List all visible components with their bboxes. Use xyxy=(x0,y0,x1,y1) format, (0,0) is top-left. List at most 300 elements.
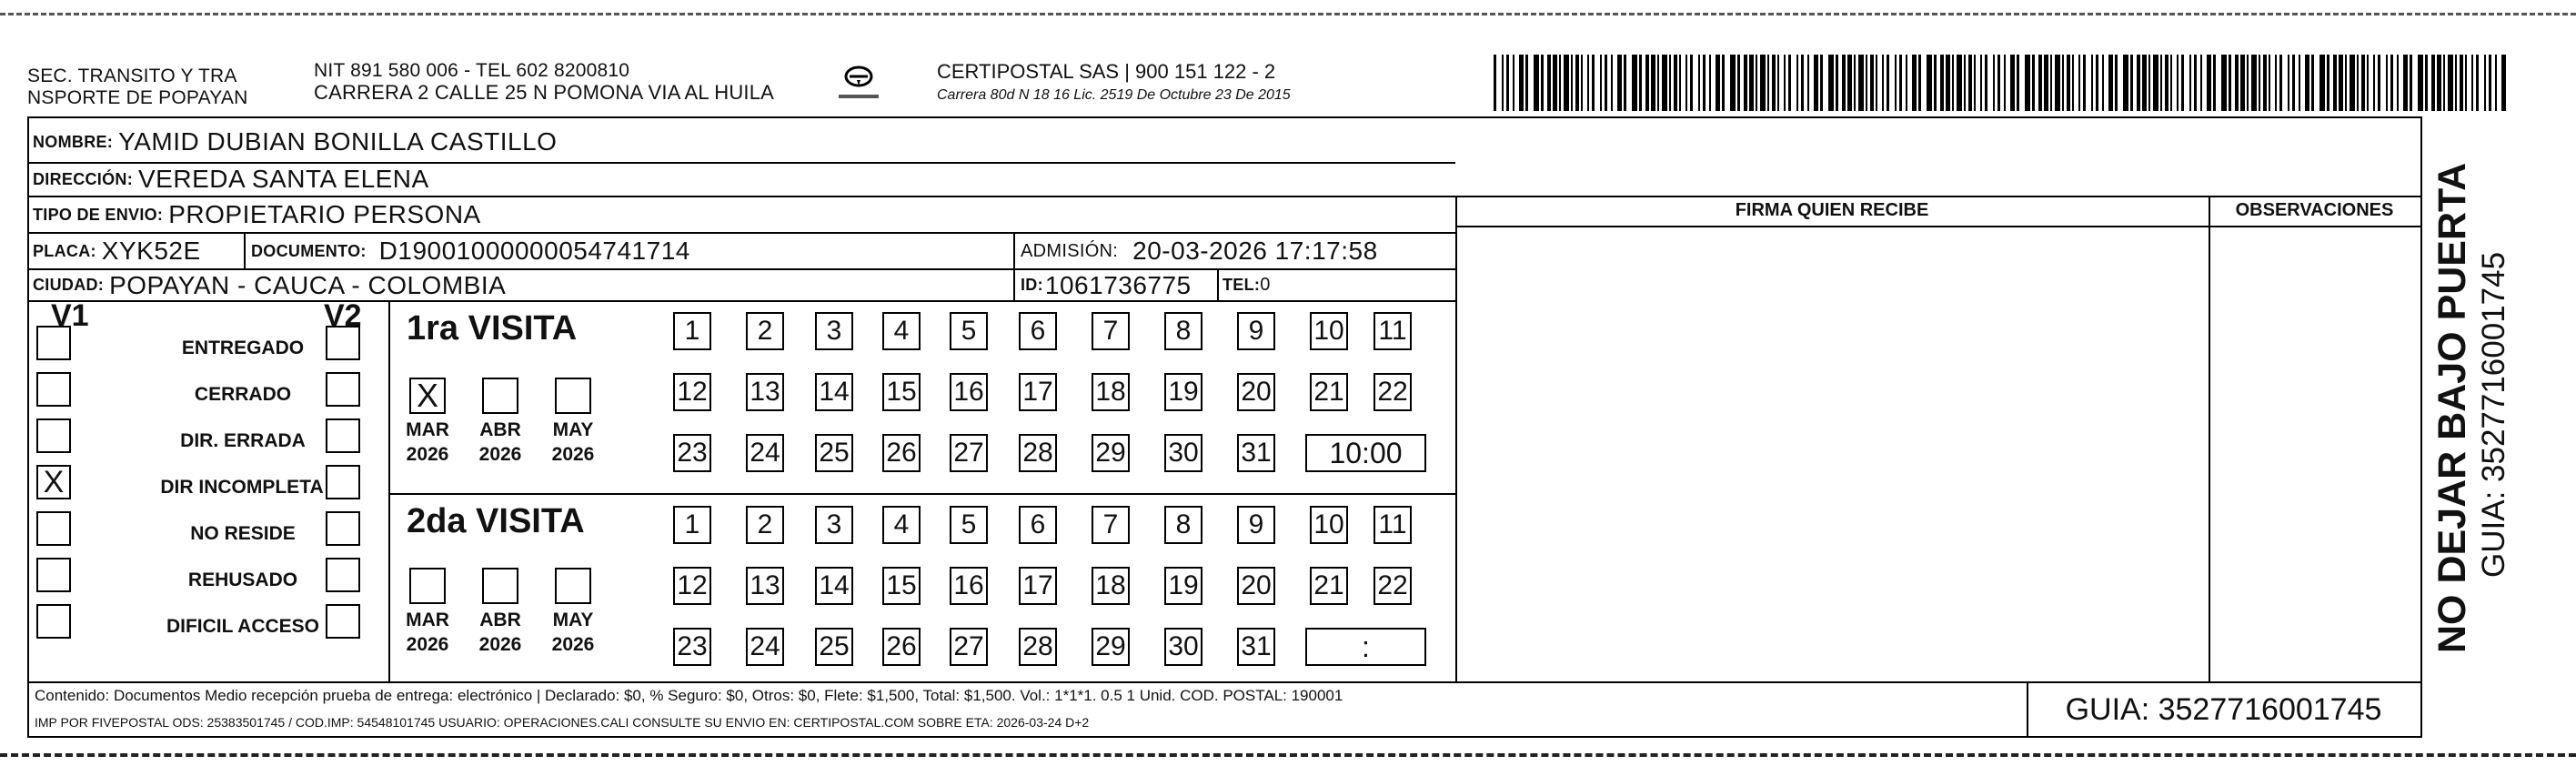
month-name: MAR xyxy=(406,610,449,630)
month-name: MAR xyxy=(406,419,449,440)
barcode-bar xyxy=(1502,55,1504,111)
day-box: 23 xyxy=(673,628,711,666)
month-name: MAY xyxy=(552,610,594,630)
barcode-bar xyxy=(1946,55,1950,111)
day-box: 22 xyxy=(1374,373,1412,411)
barcode-bar xyxy=(2361,55,2365,111)
barcode-bar xyxy=(2083,55,2086,111)
day-box: 15 xyxy=(882,373,921,411)
status-reason-label: CERRADO xyxy=(194,384,292,405)
barcode-bar xyxy=(1592,55,1595,111)
day-box: 25 xyxy=(815,434,853,472)
day-box: 24 xyxy=(746,434,784,472)
barcode-bar xyxy=(2025,55,2030,111)
barcode-bar xyxy=(1887,55,1889,111)
barcode-bar xyxy=(1968,55,1972,111)
field-direccion xyxy=(33,162,429,197)
day-box: 23 xyxy=(673,434,711,472)
barcode-bar xyxy=(2455,55,2457,111)
barcode-bar xyxy=(1749,55,1754,111)
side-warning: NO DEJAR BAJO PUERTA xyxy=(2430,162,2474,653)
barcode-bar xyxy=(2367,55,2369,111)
barcode-bar xyxy=(1957,55,1962,111)
barcode-bar xyxy=(1559,55,1561,111)
barcode-bar xyxy=(1952,55,1954,111)
barcode-bar xyxy=(1847,55,1852,111)
barcode-bar xyxy=(2235,55,2239,111)
barcode-bar xyxy=(1828,55,1834,111)
status-reason-label: DIR. ERRADA xyxy=(180,430,306,451)
barcode-bar xyxy=(1906,55,1907,111)
barcode-bar xyxy=(2305,55,2309,111)
month-name: ABR xyxy=(479,610,521,630)
day-box: 3 xyxy=(815,506,853,544)
barcode-bar xyxy=(1767,55,1769,111)
day-box: 16 xyxy=(950,567,988,605)
barcode-bar xyxy=(2010,55,2015,111)
barcode-bar xyxy=(2465,55,2467,111)
tipo-label: TIPO DE ENVIO: xyxy=(33,205,164,224)
day-box: 19 xyxy=(1164,373,1202,411)
v1-checkbox xyxy=(36,372,71,407)
day-box: 8 xyxy=(1164,506,1202,544)
placa-label: PLACA: xyxy=(33,241,96,260)
barcode-bar xyxy=(1980,55,1982,111)
status-reason-label: DIFICIL ACCESO xyxy=(166,616,319,637)
month-label xyxy=(396,418,459,467)
barcode-bar xyxy=(2181,55,2184,111)
barcode-bar xyxy=(2397,55,2399,111)
v1-checkbox xyxy=(36,511,71,546)
visit-time-box: : xyxy=(1305,628,1426,666)
month-year: 2026 xyxy=(478,444,522,465)
field-tel xyxy=(1223,269,1276,301)
day-box: 2 xyxy=(746,506,784,544)
day-box: 4 xyxy=(882,312,921,350)
barcode-bar xyxy=(2275,55,2277,111)
day-box: 9 xyxy=(1237,312,1275,350)
barcode-bar xyxy=(2142,55,2147,111)
barcode-bar xyxy=(1709,55,1711,111)
nombre-label: NOMBRE: xyxy=(33,132,114,151)
barcode-bar xyxy=(2333,55,2337,111)
barcode-bar xyxy=(1662,55,1667,111)
day-box: 26 xyxy=(882,434,921,472)
barcode-bar xyxy=(1605,55,1607,111)
footer-print-info: IMP POR FIVEPOSTAL ODS: 25383501745 / COD.IMP: 54548101745 USUARIO: OPERACIONES.CALI CONSULTE SU ENVIO EN: CERTIPOSTAL.COM SOBRE ETA: 2026-03-24 D+2 xyxy=(35,715,1090,730)
barcode-bar xyxy=(1669,55,1671,111)
barcode-bar xyxy=(1737,55,1740,111)
day-box: 29 xyxy=(1092,434,1130,472)
barcode-bar xyxy=(1575,55,1579,111)
day-box: 17 xyxy=(1019,567,1057,605)
barcode-bar xyxy=(2189,55,2191,111)
side-guia: GUIA: 3527716001745 xyxy=(2476,251,2511,578)
barcode-bar xyxy=(1918,55,1921,111)
day-box: 11 xyxy=(1374,506,1412,544)
day-box: 13 xyxy=(746,373,784,411)
barcode-bar xyxy=(2229,55,2231,111)
month-label xyxy=(396,608,459,657)
cut-line-top xyxy=(0,13,2576,15)
sender-details xyxy=(314,60,774,104)
day-box: 30 xyxy=(1164,628,1202,666)
barcode-bar xyxy=(1553,55,1557,111)
barcode-bar xyxy=(1690,55,1693,111)
day-box: 2 xyxy=(746,312,784,350)
day-box: 21 xyxy=(1310,373,1348,411)
barcode-bar xyxy=(1927,55,1932,111)
barcode-bar xyxy=(2153,55,2158,111)
barcode-bar xyxy=(1657,55,1659,111)
day-box: 11 xyxy=(1374,312,1412,350)
barcode-bar xyxy=(2194,55,2197,111)
barcode-bar xyxy=(1632,55,1637,111)
barcode-bar xyxy=(2386,55,2388,111)
status-reason-label: DIR INCOMPLETA xyxy=(160,477,324,498)
barcode-bar xyxy=(1854,55,1856,111)
barcode-bar xyxy=(1784,55,1786,111)
barcode-bar xyxy=(1801,55,1804,111)
month-year: 2026 xyxy=(406,444,449,465)
barcode-bar xyxy=(1564,55,1569,111)
day-box: 6 xyxy=(1019,312,1057,350)
day-box: 20 xyxy=(1237,373,1275,411)
day-box: 25 xyxy=(815,628,853,666)
v2-checkbox xyxy=(326,604,360,639)
barcode-bar xyxy=(1534,55,1539,111)
barcode-bar xyxy=(1772,55,1776,111)
barcode-bar xyxy=(1882,55,1884,111)
day-box: 8 xyxy=(1164,312,1202,350)
barcode-bar xyxy=(2062,55,2064,111)
barcode-bar xyxy=(2357,55,2359,111)
barcode-bar xyxy=(1756,55,1757,111)
tipo-value: PROPIETARIO PERSONA xyxy=(168,200,481,228)
barcode-bar xyxy=(1974,55,1976,111)
field-tipo-envio xyxy=(33,197,481,233)
footer-contents: Contenido: Documentos Medio recepción prueba de entrega: electrónico | Declarado: $0, % Seguro: $0, Otros: $0, Flete: $1,500, Total: $1,500. Vol.: 1*1*1. 0.5 1 Unid. COD. POSTAL: 190001 xyxy=(35,687,1343,704)
v2-checkbox xyxy=(326,326,360,360)
firma-header: FIRMA QUIEN RECIBE xyxy=(1735,200,1929,220)
delivery-form xyxy=(27,116,2422,738)
day-box: 12 xyxy=(673,567,711,605)
barcode-bar xyxy=(1870,55,1874,111)
day-box: 31 xyxy=(1237,628,1275,666)
barcode-bar xyxy=(2269,55,2270,111)
barcode-bar xyxy=(2279,55,2282,111)
v1-header: V1 xyxy=(51,298,89,333)
barcode-bar xyxy=(1611,55,1613,111)
day-box: 31 xyxy=(1237,434,1275,472)
month-label xyxy=(468,418,532,467)
barcode-bar xyxy=(2292,55,2295,111)
courier-name: CERTIPOSTAL SAS | 900 151 122 - 2 xyxy=(937,60,1276,83)
field-admision xyxy=(1021,233,1378,269)
status-reason-label: REHUSADO xyxy=(187,569,298,590)
v2-checkbox xyxy=(326,511,360,546)
courier-logo xyxy=(835,62,882,109)
barcode-bar xyxy=(1899,55,1902,111)
barcode-bar xyxy=(1858,55,1864,111)
day-box: 18 xyxy=(1092,373,1130,411)
month-name: MAY xyxy=(552,419,594,440)
barcode-bar xyxy=(2390,55,2393,111)
barcode-bar xyxy=(1600,55,1602,111)
barcode-bar xyxy=(1685,55,1687,111)
day-box: 1 xyxy=(673,312,711,350)
month-label xyxy=(468,608,532,657)
barcode-bar xyxy=(1895,55,1897,111)
month-checkbox xyxy=(555,378,591,414)
cut-line-bottom xyxy=(0,753,2576,757)
barcode-bar xyxy=(1814,55,1818,111)
barcode-bar xyxy=(1777,55,1779,111)
barcode-bar xyxy=(2137,55,2140,111)
tel-label: TEL: xyxy=(1223,276,1261,294)
documento-label: DOCUMENTO: xyxy=(251,241,367,260)
month-checkbox xyxy=(482,568,518,604)
month-year: 2026 xyxy=(478,634,522,655)
barcode-bar xyxy=(2251,55,2257,111)
day-box: 29 xyxy=(1092,628,1130,666)
field-ciudad xyxy=(33,269,506,301)
barcode-bar xyxy=(2403,55,2408,111)
day-box: 30 xyxy=(1164,434,1202,472)
day-box: 10 xyxy=(1310,312,1348,350)
barcode-bar xyxy=(2108,55,2113,111)
barcode-bar xyxy=(1541,55,1544,111)
field-nombre xyxy=(33,124,557,160)
barcode-bar xyxy=(2448,55,2453,111)
day-box: 3 xyxy=(815,312,853,350)
barcode-bar xyxy=(2476,55,2479,111)
placa-value: XYK52E xyxy=(101,237,201,265)
barcode-bar xyxy=(1836,55,1838,111)
barcode-bar xyxy=(2247,55,2249,111)
month-checkbox xyxy=(409,568,446,604)
barcode-bar xyxy=(1912,55,1917,111)
barcode-bar xyxy=(2050,55,2052,111)
visit1-title: 1ra VISITA xyxy=(407,309,578,348)
ciudad-label: CIUDAD: xyxy=(33,276,105,294)
barcode-bar xyxy=(2044,55,2048,111)
barcode-bar xyxy=(1985,55,1987,111)
barcode-bar xyxy=(1624,55,1626,111)
barcode-bar xyxy=(1506,55,1509,111)
status-reason-label: NO RESIDE xyxy=(190,523,296,544)
day-box: 24 xyxy=(746,628,784,666)
day-box: 4 xyxy=(882,506,921,544)
barcode-bar xyxy=(2471,55,2473,111)
id-value: 1061736775 xyxy=(1044,270,1192,299)
barcode-bar xyxy=(1722,55,1725,111)
barcode-bar xyxy=(1494,55,1496,111)
barcode-bar xyxy=(2327,55,2329,111)
day-box: 28 xyxy=(1019,434,1057,472)
barcode-bar xyxy=(1997,55,2000,111)
barcode-bar xyxy=(1934,55,1937,111)
barcode-bar xyxy=(2443,55,2445,111)
barcode-bar xyxy=(1587,55,1589,111)
status-reason-label: ENTREGADO xyxy=(181,338,305,358)
month-checkbox: X xyxy=(409,378,446,414)
field-id xyxy=(1021,269,1192,301)
barcode-bar xyxy=(2495,55,2497,111)
barcode-bar xyxy=(1698,55,1700,111)
day-box: 14 xyxy=(815,373,853,411)
barcode-bar xyxy=(1866,55,1867,111)
barcode-bar xyxy=(2032,55,2035,111)
month-checkbox xyxy=(482,378,518,414)
barcode-bar xyxy=(1581,55,1583,111)
day-box: 26 xyxy=(882,628,921,666)
barcode-bar xyxy=(1645,55,1649,111)
barcode-bar xyxy=(2078,55,2080,111)
barcode-bar xyxy=(1679,55,1681,111)
day-box: 6 xyxy=(1019,506,1057,544)
barcode xyxy=(1494,55,2508,111)
month-year: 2026 xyxy=(551,634,595,655)
courier-info xyxy=(937,60,1291,104)
barcode-bar xyxy=(2410,55,2412,111)
barcode-bar xyxy=(1796,55,1798,111)
v2-checkbox xyxy=(326,558,360,592)
month-year: 2026 xyxy=(406,634,449,655)
barcode-bar xyxy=(2437,55,2441,111)
barcode-bar xyxy=(2319,55,2325,111)
barcode-bar xyxy=(2373,55,2375,111)
barcode-bar xyxy=(2102,55,2104,111)
v1-checkbox xyxy=(36,418,71,453)
barcode-bar xyxy=(2148,55,2150,111)
v2-checkbox xyxy=(326,465,360,499)
nombre-value: YAMID DUBIAN BONILLA CASTILLO xyxy=(118,127,558,156)
barcode-bar xyxy=(2484,55,2486,111)
barcode-bar xyxy=(2170,55,2172,111)
v1-checkbox xyxy=(36,558,71,592)
month-year: 2026 xyxy=(551,444,595,465)
barcode-bar xyxy=(2240,55,2245,111)
day-box: 7 xyxy=(1092,312,1130,350)
barcode-bar xyxy=(1842,55,1846,111)
sender-address: CARRERA 2 CALLE 25 N POMONA VIA AL HUILA xyxy=(314,81,775,104)
barcode-bar xyxy=(2339,55,2343,111)
barcode-bar xyxy=(2345,55,2347,111)
barcode-bar xyxy=(2213,55,2216,111)
documento-value: D19001000000054741714 xyxy=(378,237,690,265)
v2-checkbox xyxy=(326,418,360,453)
barcode-bar xyxy=(1651,55,1655,111)
barcode-bar xyxy=(2091,55,2093,111)
barcode-bar xyxy=(1716,55,1720,111)
barcode-bar xyxy=(1744,55,1747,111)
day-box: 22 xyxy=(1374,567,1412,605)
barcode-bar xyxy=(2072,55,2074,111)
day-box: 20 xyxy=(1237,567,1275,605)
day-box: 17 xyxy=(1019,373,1057,411)
barcode-bar xyxy=(2259,55,2260,111)
barcode-bar xyxy=(2418,55,2423,111)
day-box: 5 xyxy=(950,312,988,350)
barcode-bar xyxy=(2017,55,2019,111)
barcode-bar xyxy=(2038,55,2042,111)
barcode-bar xyxy=(2378,55,2380,111)
barcode-bar xyxy=(2207,55,2211,111)
barcode-bar xyxy=(2489,55,2491,111)
day-box: 12 xyxy=(673,373,711,411)
barcode-bar xyxy=(2311,55,2314,111)
barcode-bar xyxy=(1760,55,1766,111)
barcode-bar xyxy=(1993,55,1995,111)
barcode-bar xyxy=(2200,55,2202,111)
barcode-bar xyxy=(1513,55,1514,111)
barcode-bar xyxy=(2004,55,2006,111)
v1-checkbox xyxy=(36,326,71,360)
day-box: 9 xyxy=(1237,506,1275,544)
barcode-bar xyxy=(2299,55,2300,111)
barcode-bar xyxy=(1639,55,1642,111)
day-box: 18 xyxy=(1092,567,1130,605)
barcode-bar xyxy=(1617,55,1622,111)
barcode-bar xyxy=(1964,55,1966,111)
barcode-bar xyxy=(1730,55,1736,111)
month-name: ABR xyxy=(479,419,521,440)
barcode-bar xyxy=(1788,55,1791,111)
ciudad-value: POPAYAN - CAUCA - COLOMBIA xyxy=(109,270,507,299)
direccion-value: VEREDA SANTA ELENA xyxy=(138,165,429,193)
barcode-bar xyxy=(1525,55,1528,111)
courier-license: Carrera 80d N 18 16 Lic. 2519 De Octubre 23 De 2015 xyxy=(937,87,1291,103)
day-box: 19 xyxy=(1164,567,1202,605)
barcode-bar xyxy=(2165,55,2168,111)
barcode-bar xyxy=(1876,55,1877,111)
barcode-bar xyxy=(2501,55,2506,111)
barcode-bar xyxy=(1820,55,1823,111)
admision-label: ADMISIÓN: xyxy=(1021,240,1119,261)
day-box: 10 xyxy=(1310,506,1348,544)
sender-org-line2: NSPORTE DE POPAYAN xyxy=(27,87,248,108)
month-label xyxy=(541,418,605,467)
v2-header: V2 xyxy=(324,298,362,333)
month-checkbox xyxy=(555,568,591,604)
barcode-bar xyxy=(2096,55,2098,111)
barcode-bar xyxy=(2130,55,2133,111)
barcode-bar xyxy=(1807,55,1809,111)
barcode-bar xyxy=(2221,55,2227,111)
day-box: 15 xyxy=(882,567,921,605)
day-box: 16 xyxy=(950,373,988,411)
barcode-bar xyxy=(2055,55,2060,111)
v1-checkbox xyxy=(36,604,71,639)
field-documento xyxy=(251,233,690,269)
footer-guia: GUIA: 3527716001745 xyxy=(2065,692,2382,727)
sender-org xyxy=(27,66,247,109)
barcode-bar xyxy=(1547,55,1551,111)
barcode-bar xyxy=(2425,55,2428,111)
month-label xyxy=(541,608,605,657)
day-box: 21 xyxy=(1310,567,1348,605)
observaciones-header: OBSERVACIONES xyxy=(2235,200,2394,220)
admision-value: 20-03-2026 17:17:58 xyxy=(1132,237,1378,265)
day-box: 1 xyxy=(673,506,711,544)
v1-checkbox: X xyxy=(36,465,71,499)
barcode-bar xyxy=(1940,55,1944,111)
day-box: 13 xyxy=(746,567,784,605)
barcode-bar xyxy=(2460,55,2463,111)
barcode-bar xyxy=(2350,55,2355,111)
barcode-bar xyxy=(1674,55,1677,111)
